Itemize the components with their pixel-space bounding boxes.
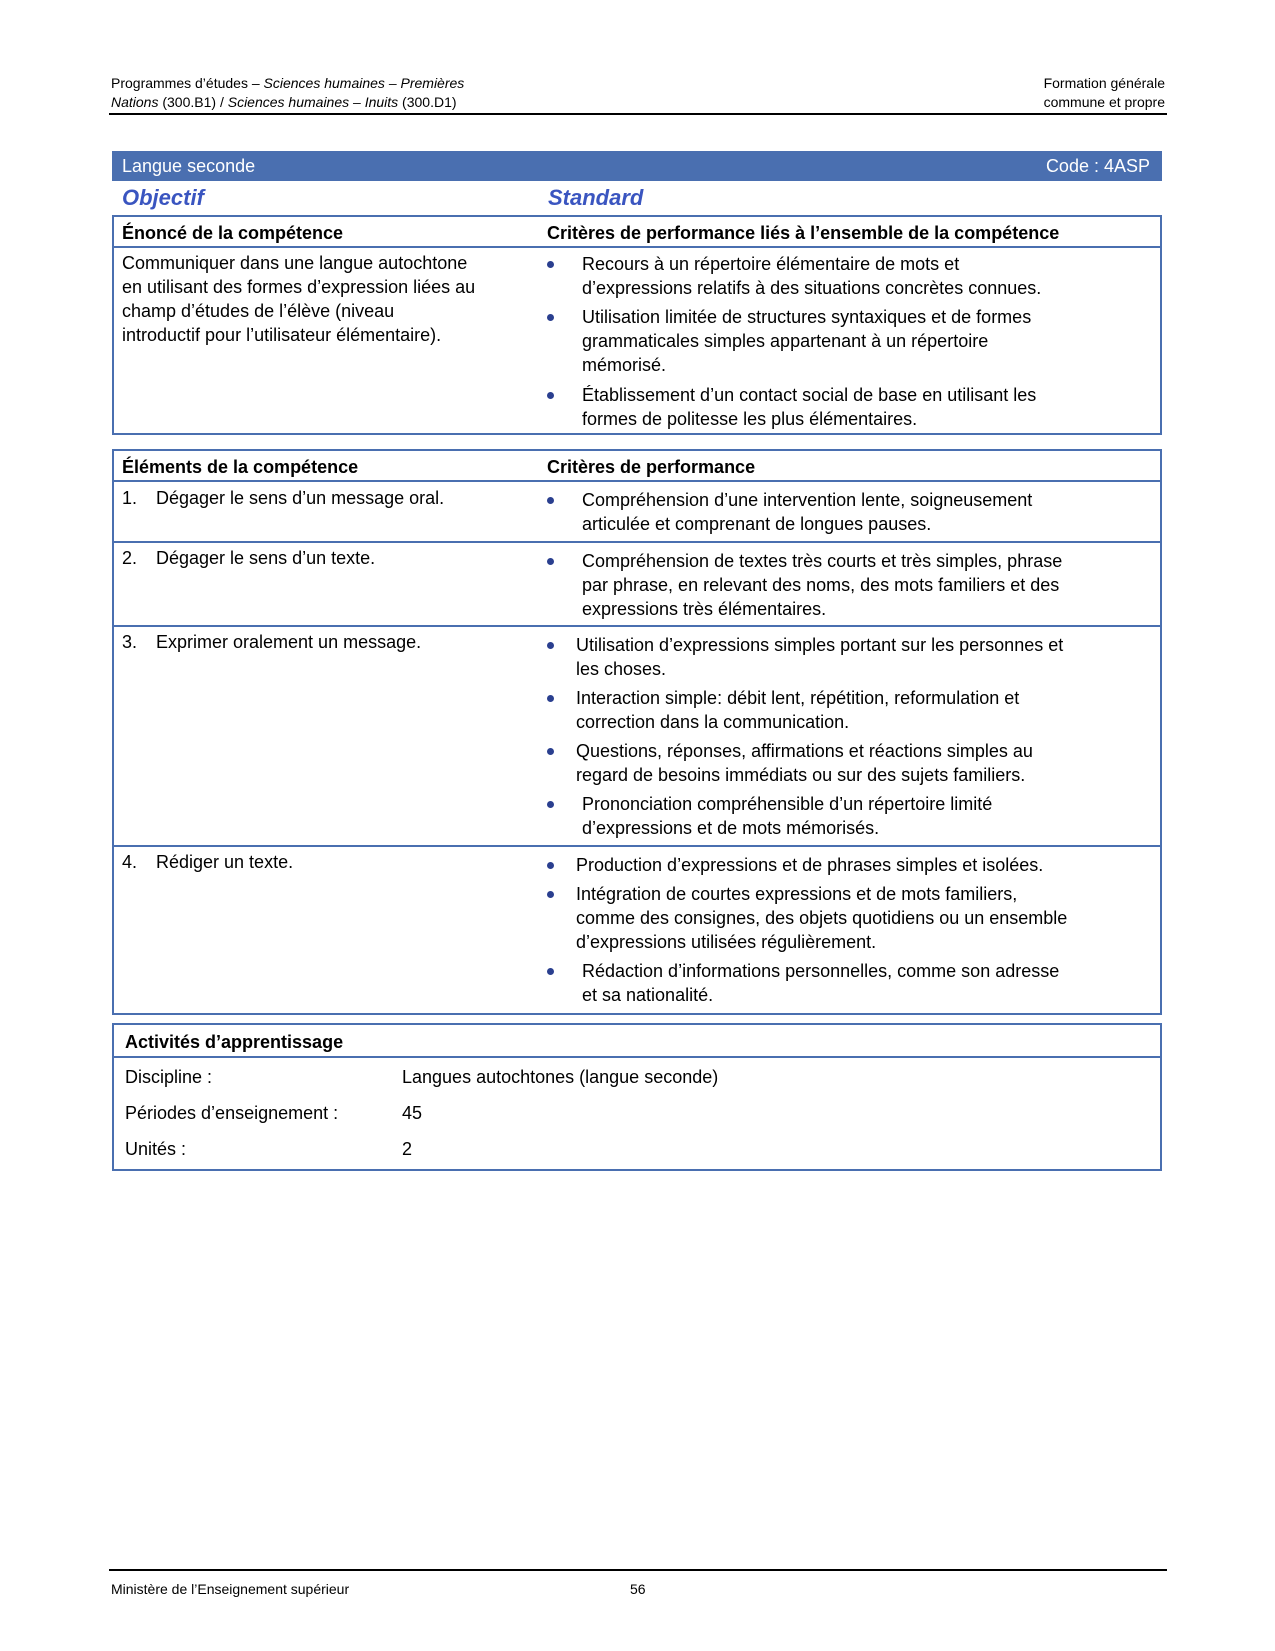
bullet-icon — [547, 748, 554, 755]
activities-header-rule — [112, 1056, 1162, 1058]
competence-statement-line: introductif pour l’utilisateur élémentaire). — [122, 325, 442, 345]
competence-statement-line: champ d’études de l’élève (niveau — [122, 301, 395, 321]
element-number: 1. — [122, 488, 138, 508]
footer-page-number: 56 — [630, 1581, 646, 1597]
header-title-line1: Programmes d’études – Sciences humaines – Premières — [111, 75, 465, 91]
footer-rule — [109, 1569, 1167, 1571]
objective-row — [112, 183, 1162, 213]
element-criterion-line: Intégration de courtes expressions et de mots familiers, — [576, 884, 1018, 904]
objectif-label: Objectif — [122, 185, 204, 210]
element-criterion-line: articulée et comprenant de longues pauses. — [582, 514, 932, 534]
competence-criterion-line: mémorisé. — [582, 355, 667, 375]
header-title-line2: Nations (300.B1) / Sciences humaines – Inuits (300.D1) — [111, 94, 457, 110]
element-criterion-line: correction dans la communication. — [576, 712, 850, 732]
row-divider — [112, 625, 1162, 627]
course-code: Code : 4ASP — [1045, 156, 1150, 176]
bullet-icon — [547, 801, 554, 808]
competence-statement-line: en utilisant des formes d’expression liées au — [122, 277, 476, 297]
competence-statement-header: Énoncé de la compétence — [122, 223, 344, 243]
activities-header: Activités d’apprentissage — [125, 1032, 344, 1052]
bullet-icon — [547, 314, 554, 321]
competence-criterion-line: Recours à un répertoire élémentaire de mots et — [582, 254, 960, 274]
competence-criterion-line: grammaticales simples appartenant à un répertoire — [582, 331, 989, 351]
bullet-icon — [547, 862, 554, 869]
bullet-icon — [547, 642, 554, 649]
bullet-icon — [547, 558, 554, 565]
course-banner — [112, 151, 1162, 181]
units-value: 2 — [402, 1139, 413, 1159]
elements-header: Éléments de la compétence — [122, 457, 359, 477]
header-rule — [109, 113, 1167, 115]
competence-criterion-line: Établissement d’un contact social de base en utilisant les — [582, 385, 1037, 405]
element-criterion-line: Production d’expressions et de phrases simples et isolées. — [576, 855, 1044, 875]
elements-header-rule — [112, 480, 1162, 482]
element-criterion-line: Prononciation compréhensible d’un répertoire limité — [582, 794, 993, 814]
competence-criteria-header: Critères de performance liés à l’ensemble de la compétence — [547, 223, 1060, 243]
element-criterion-line: expressions très élémentaires. — [582, 599, 827, 619]
element-criterion-line: d’expressions et de mots mémorisés. — [582, 818, 880, 838]
element-number: 3. — [122, 632, 138, 652]
bullet-icon — [547, 392, 554, 399]
element-criterion-line: Questions, réponses, affirmations et réactions simples au — [576, 741, 1033, 761]
competence-header-rule — [112, 246, 1162, 248]
bullet-icon — [547, 261, 554, 268]
element-criterion-line: par phrase, en relevant des noms, des mots familiers et des — [582, 575, 1060, 595]
element-criterion-line: Utilisation d’expressions simples portant sur les personnes et — [576, 635, 1064, 655]
course-title: Langue seconde — [122, 156, 256, 176]
competence-criterion-line: formes de politesse les plus élémentaires. — [582, 409, 918, 429]
element-number: 2. — [122, 548, 138, 568]
element-label: Rédiger un texte. — [156, 852, 294, 872]
discipline-label: Discipline : — [125, 1067, 213, 1087]
element-criterion-line: Interaction simple: débit lent, répétition, reformulation et — [576, 688, 1020, 708]
row-divider — [112, 541, 1162, 543]
element-criterion-line: comme des consignes, des objets quotidiens ou un ensemble — [576, 908, 1068, 928]
header-formation-line2: commune et propre — [1043, 94, 1165, 110]
bullet-icon — [547, 891, 554, 898]
element-criterion-line: Rédaction d’informations personnelles, comme son adresse — [582, 961, 1060, 981]
element-label: Exprimer oralement un message. — [156, 632, 422, 652]
element-criterion-line: et sa nationalité. — [582, 985, 714, 1005]
units-label: Unités : — [125, 1139, 187, 1159]
standard-label: Standard — [548, 185, 644, 210]
element-label: Dégager le sens d’un texte. — [156, 548, 376, 568]
header-formation-line1: Formation générale — [1043, 75, 1165, 91]
competence-statement-line: Communiquer dans une langue autochtone — [122, 253, 468, 273]
element-criterion-line: Compréhension de textes très courts et très simples, phrase — [582, 551, 1063, 571]
row-divider — [112, 845, 1162, 847]
element-label: Dégager le sens d’un message oral. — [156, 488, 445, 508]
elements-criteria-header: Critères de performance — [547, 457, 756, 477]
bullet-icon — [547, 695, 554, 702]
element-criterion-line: d’expressions utilisées régulièrement. — [576, 932, 877, 952]
bullet-icon — [547, 968, 554, 975]
competence-criterion-line: d’expressions relatifs à des situations concrètes connues. — [582, 278, 1042, 298]
element-number: 4. — [122, 852, 138, 872]
element-criterion-line: les choses. — [576, 659, 667, 679]
footer-ministry: Ministère de l’Enseignement supérieur — [111, 1581, 350, 1597]
periods-value: 45 — [402, 1103, 423, 1123]
element-criterion-line: Compréhension d’une intervention lente, soigneusement — [582, 490, 1033, 510]
competence-criterion-line: Utilisation limitée de structures syntaxiques et de formes — [582, 307, 1032, 327]
periods-label: Périodes d’enseignement : — [125, 1103, 339, 1123]
discipline-value: Langues autochtones (langue seconde) — [402, 1067, 719, 1087]
element-criterion-line: regard de besoins immédiats ou sur des sujets familiers. — [576, 765, 1026, 785]
bullet-icon — [547, 497, 554, 504]
